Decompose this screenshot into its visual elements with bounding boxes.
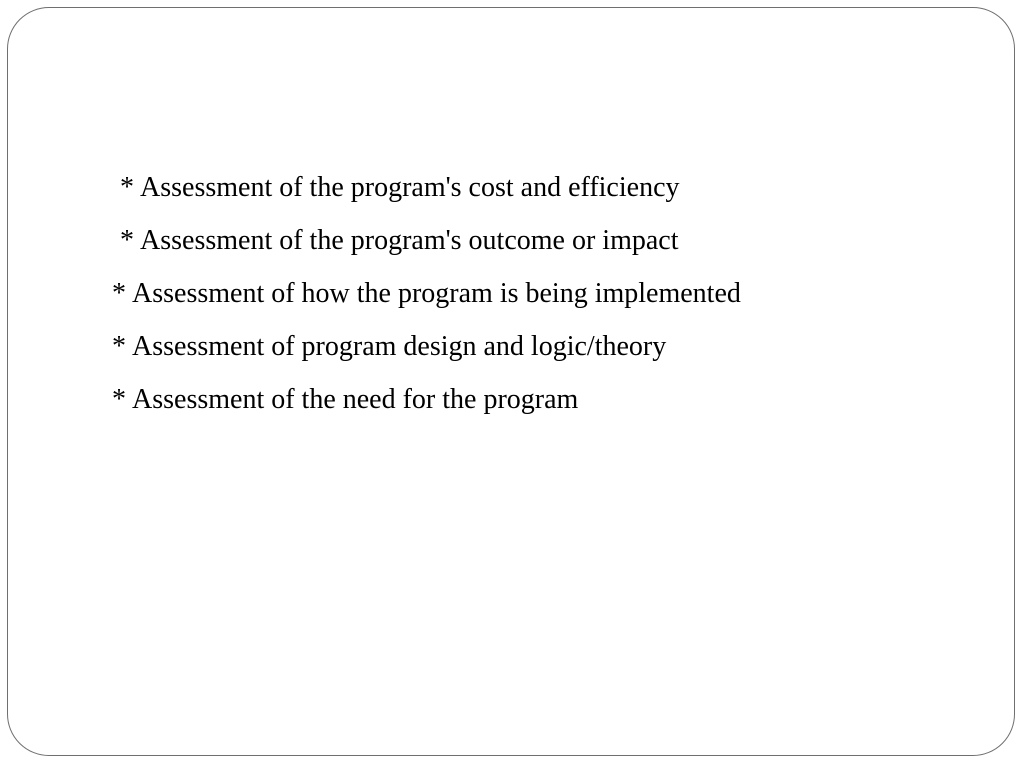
- slide-frame: [7, 7, 1015, 756]
- bullet-marker: *: [120, 172, 134, 203]
- bullet-item-implementation: [112, 277, 741, 311]
- bullet-item-design-logic: [112, 330, 666, 364]
- bullet-marker: *: [112, 331, 126, 362]
- bullet-text: Assessment of the program's cost and efficiency: [140, 172, 680, 203]
- bullet-text: Assessment of program design and logic/theory: [132, 331, 667, 362]
- bullet-text: Assessment of the program's outcome or impact: [140, 225, 679, 256]
- bullet-marker: *: [112, 278, 126, 309]
- bullet-item-cost-efficiency: [120, 171, 680, 205]
- bullet-item-need: [112, 383, 578, 417]
- bullet-text: Assessment of the need for the program: [132, 384, 579, 415]
- bullet-marker: *: [112, 384, 126, 415]
- bullet-text: Assessment of how the program is being implemented: [132, 278, 741, 309]
- bullet-marker: *: [120, 225, 134, 256]
- bullet-item-outcome-impact: [120, 224, 678, 258]
